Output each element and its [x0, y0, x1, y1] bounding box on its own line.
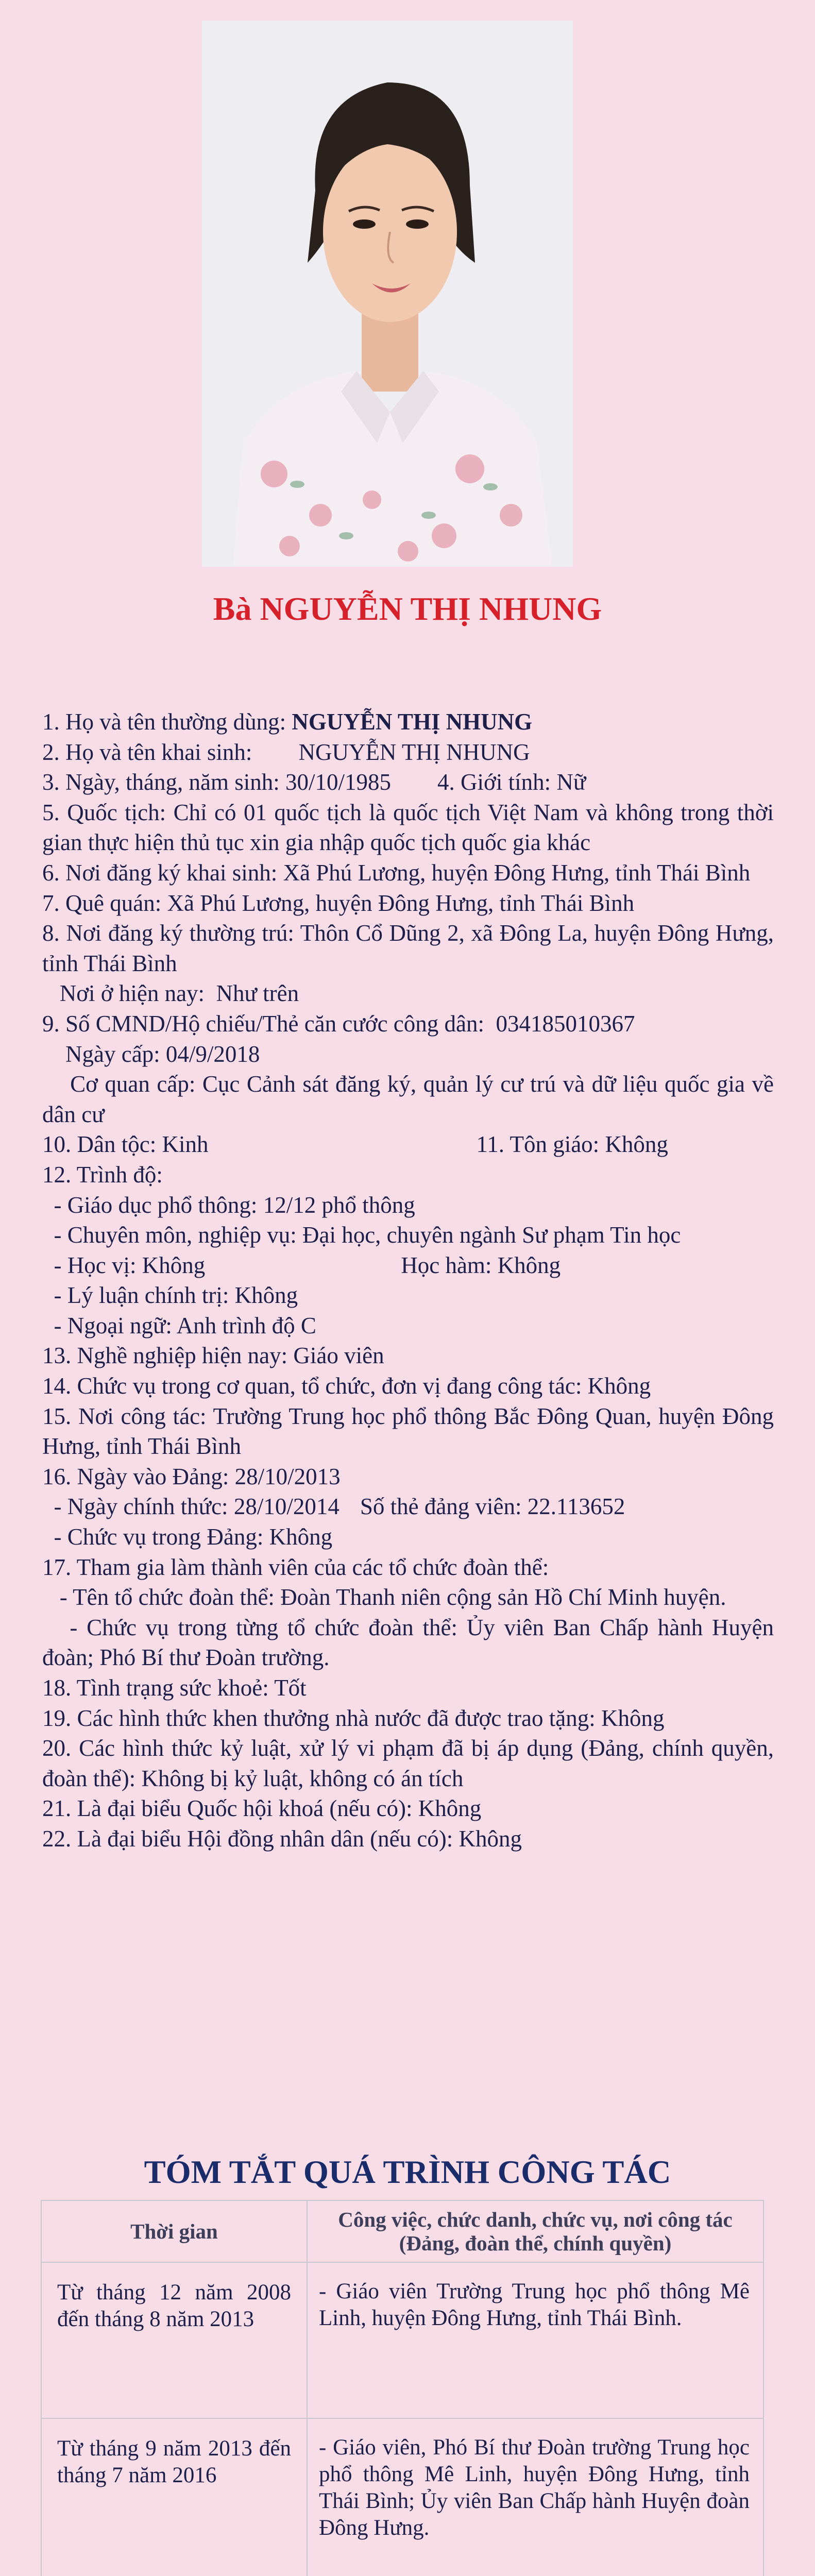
info-field	[42, 1280, 774, 1311]
info-field	[42, 1462, 774, 1492]
info-label: - Ngoại ngữ:	[42, 1312, 177, 1338]
info-value: Giáo viên	[293, 1343, 384, 1369]
info-value: 034185010367	[496, 1010, 635, 1037]
personal-info-list	[42, 707, 780, 1854]
info-field	[42, 1552, 774, 1583]
info-field	[42, 1341, 774, 1371]
info-label: 16. Ngày vào Đảng:	[42, 1463, 235, 1489]
info-field	[42, 798, 774, 858]
info-field	[42, 1069, 774, 1129]
info-value: Đoàn Thanh niên cộng sản Hồ Chí Minh huyện.	[280, 1584, 726, 1611]
info-value: Trường Trung học phổ thông Bắc Đông Quan, huyện Đông Hưng, tỉnh Thái Bình	[42, 1403, 774, 1460]
info-label-secondary: 11. Tôn giáo:	[476, 1131, 605, 1158]
info-label: 21. Là đại biểu Quốc hội khoá (nếu có):	[42, 1795, 418, 1822]
info-field	[42, 1039, 774, 1070]
info-label: Ngày cấp:	[42, 1041, 166, 1067]
info-label: 19. Các hình thức khen thưởng nhà nước đã được trao tặng:	[42, 1705, 601, 1731]
info-field	[42, 1009, 774, 1039]
info-label: - Chức vụ trong Đảng:	[42, 1524, 269, 1550]
info-label: Nơi ở hiện nay:	[42, 980, 216, 1007]
info-label: 10. Dân tộc:	[42, 1131, 162, 1158]
info-label: - Chức vụ trong từng tổ chức đoàn thể:	[42, 1614, 467, 1640]
info-label: 8. Nơi đăng ký thường trú:	[42, 920, 300, 946]
info-label-secondary: Số thẻ đảng viên:	[360, 1494, 528, 1520]
info-field	[42, 1733, 780, 1793]
info-label: - Ngày chính thức:	[42, 1494, 234, 1520]
info-value-secondary: Không	[497, 1252, 561, 1278]
period-cell: Từ tháng 9 năm 2013 đến tháng 7 năm 2016	[41, 2418, 307, 2576]
info-value: Không	[587, 1373, 651, 1399]
info-value: Không	[269, 1524, 333, 1550]
info-field	[42, 978, 774, 1009]
table-row	[41, 2418, 763, 2576]
career-summary-title: TÓM TẮT QUÁ TRÌNH CÔNG TÁC	[144, 2154, 671, 2190]
info-field	[42, 1311, 774, 1341]
header-period: Thời gian	[41, 2200, 307, 2262]
info-field	[42, 1250, 774, 1281]
info-value: Đại học, chuyên ngành Sư phạm Tin học	[302, 1222, 681, 1248]
info-value: Như trên	[216, 980, 299, 1007]
candidate-name-heading: Bà NGUYỄN THỊ NHUNG	[213, 590, 602, 627]
info-value: 04/9/2018	[165, 1041, 260, 1067]
table-header-row	[41, 2200, 763, 2262]
info-field	[42, 1824, 774, 1854]
info-field	[42, 1371, 774, 1401]
info-field	[42, 1220, 774, 1250]
info-label: 3. Ngày, tháng, năm sinh:	[42, 769, 286, 795]
info-value: NGUYỄN THỊ NHUNG	[292, 709, 533, 735]
info-label: 5. Quốc tịch:	[42, 799, 174, 825]
info-field	[42, 1673, 774, 1703]
info-label: 12. Trình độ:	[42, 1161, 163, 1188]
info-value: 28/10/2013	[234, 1463, 341, 1489]
info-value-secondary: Nữ	[556, 769, 586, 795]
info-field	[42, 888, 774, 919]
info-value: Không	[234, 1282, 298, 1309]
role-cell: - Giáo viên, Phó Bí thư Đoàn trường Trung học phổ thông Mê Linh, huyện Đông Hưng, tỉnh Thái Bình; Ủy viên Ban Chấp hành Huyện đoàn Đông Hưng.	[307, 2418, 763, 2576]
info-field	[42, 1160, 774, 1190]
info-label-secondary: Học hàm:	[401, 1252, 498, 1278]
portrait-photo	[202, 21, 573, 567]
info-label: 2. Họ và tên khai sinh:	[42, 739, 299, 765]
info-value: Không	[142, 1252, 206, 1278]
info-field	[42, 1129, 774, 1160]
info-value: NGUYỄN THỊ NHUNG	[298, 739, 530, 765]
info-field	[42, 1793, 774, 1824]
info-value: Không bị kỷ luật, không có án tích	[141, 1765, 464, 1791]
info-value-secondary: Không	[605, 1131, 668, 1158]
info-label: 18. Tình trạng sức khoẻ:	[42, 1675, 275, 1701]
info-value: Thôn Cổ Dũng 2, xã Đông La, huyện Đông Hưng, tỉnh Thái Bình	[42, 920, 774, 976]
career-summary-table	[41, 2200, 764, 2576]
info-field	[42, 1582, 774, 1613]
info-field	[42, 1522, 774, 1552]
info-label: 1. Họ và tên thường dùng:	[42, 709, 292, 735]
info-label: 13. Nghề nghiệp hiện nay:	[42, 1343, 294, 1369]
info-value: Anh trình độ C	[176, 1312, 316, 1338]
info-field	[42, 918, 774, 978]
info-label: 17. Tham gia làm thành viên của các tổ chức đoàn thể:	[42, 1554, 549, 1580]
info-label: - Giáo dục phổ thông:	[42, 1192, 263, 1218]
info-value: 30/10/1985	[285, 769, 392, 795]
info-value: Không	[601, 1705, 665, 1731]
info-field	[42, 1492, 774, 1522]
info-value: Xã Phú Lương, huyện Đông Hưng, tỉnh Thái Bình	[283, 859, 751, 886]
info-value: Không	[459, 1825, 522, 1852]
info-value: Kinh	[162, 1131, 209, 1158]
info-label: Cơ quan cấp:	[42, 1071, 202, 1097]
info-field	[42, 1703, 774, 1734]
info-value: Tốt	[274, 1675, 307, 1701]
info-label: 20. Các hình thức kỷ luật, xử lý vi phạm đã bị áp dụng (Đảng, chính quyền, đoàn thể):	[42, 1735, 780, 1791]
info-value-secondary: 22.113652	[527, 1494, 625, 1520]
info-field	[42, 858, 774, 888]
info-label: - Chuyên môn, nghiệp vụ:	[42, 1222, 302, 1248]
info-value: Không	[418, 1795, 482, 1822]
info-label: - Học vị:	[42, 1252, 142, 1278]
info-value: Xã Phú Lương, huyện Đông Hưng, tỉnh Thái Bình	[167, 890, 635, 916]
info-value: Ủy viên Ban Chấp hành Huyện đoàn; Phó Bí thư Đoàn trường.	[42, 1614, 774, 1671]
info-label: - Lý luận chính trị:	[42, 1282, 235, 1309]
info-value: 28/10/2014	[233, 1494, 339, 1520]
info-label: 14. Chức vụ trong cơ quan, tổ chức, đơn vị đang công tác:	[42, 1373, 588, 1399]
header-role: Công việc, chức danh, chức vụ, nơi công tác (Đảng, đoàn thể, chính quyền)	[307, 2200, 763, 2262]
info-label: 15. Nơi công tác:	[42, 1403, 213, 1429]
table-row	[41, 2262, 763, 2418]
info-field	[42, 1613, 774, 1673]
info-label: 6. Nơi đăng ký khai sinh:	[42, 859, 283, 886]
info-label: 9. Số CMND/Hộ chiếu/Thẻ căn cước công dân:	[42, 1010, 496, 1037]
info-field	[42, 767, 774, 798]
period-cell: Từ tháng 12 năm 2008 đến tháng 8 năm 2013	[41, 2262, 307, 2418]
info-field	[42, 707, 774, 737]
info-label: 7. Quê quán:	[42, 890, 167, 916]
info-field	[42, 1190, 774, 1221]
info-field	[42, 1401, 774, 1462]
info-value: Chỉ có 01 quốc tịch là quốc tịch Việt Nam và không trong thời gian thực hiện thủ tục xin gia nhập quốc tịch quốc gia khác	[42, 799, 774, 856]
info-label: 22. Là đại biểu Hội đồng nhân dân (nếu có):	[42, 1825, 459, 1852]
info-field	[42, 737, 774, 768]
info-label-secondary: 4. Giới tính:	[391, 769, 557, 795]
info-value: Cục Cảnh sát đăng ký, quản lý cư trú và dữ liệu quốc gia về dân cư	[42, 1071, 774, 1127]
info-value: 12/12 phổ thông	[263, 1192, 415, 1218]
info-label: - Tên tổ chức đoàn thể:	[42, 1584, 281, 1611]
role-cell: - Giáo viên Trường Trung học phổ thông Mê Linh, huyện Đông Hưng, tỉnh Thái Bình.	[307, 2262, 763, 2418]
